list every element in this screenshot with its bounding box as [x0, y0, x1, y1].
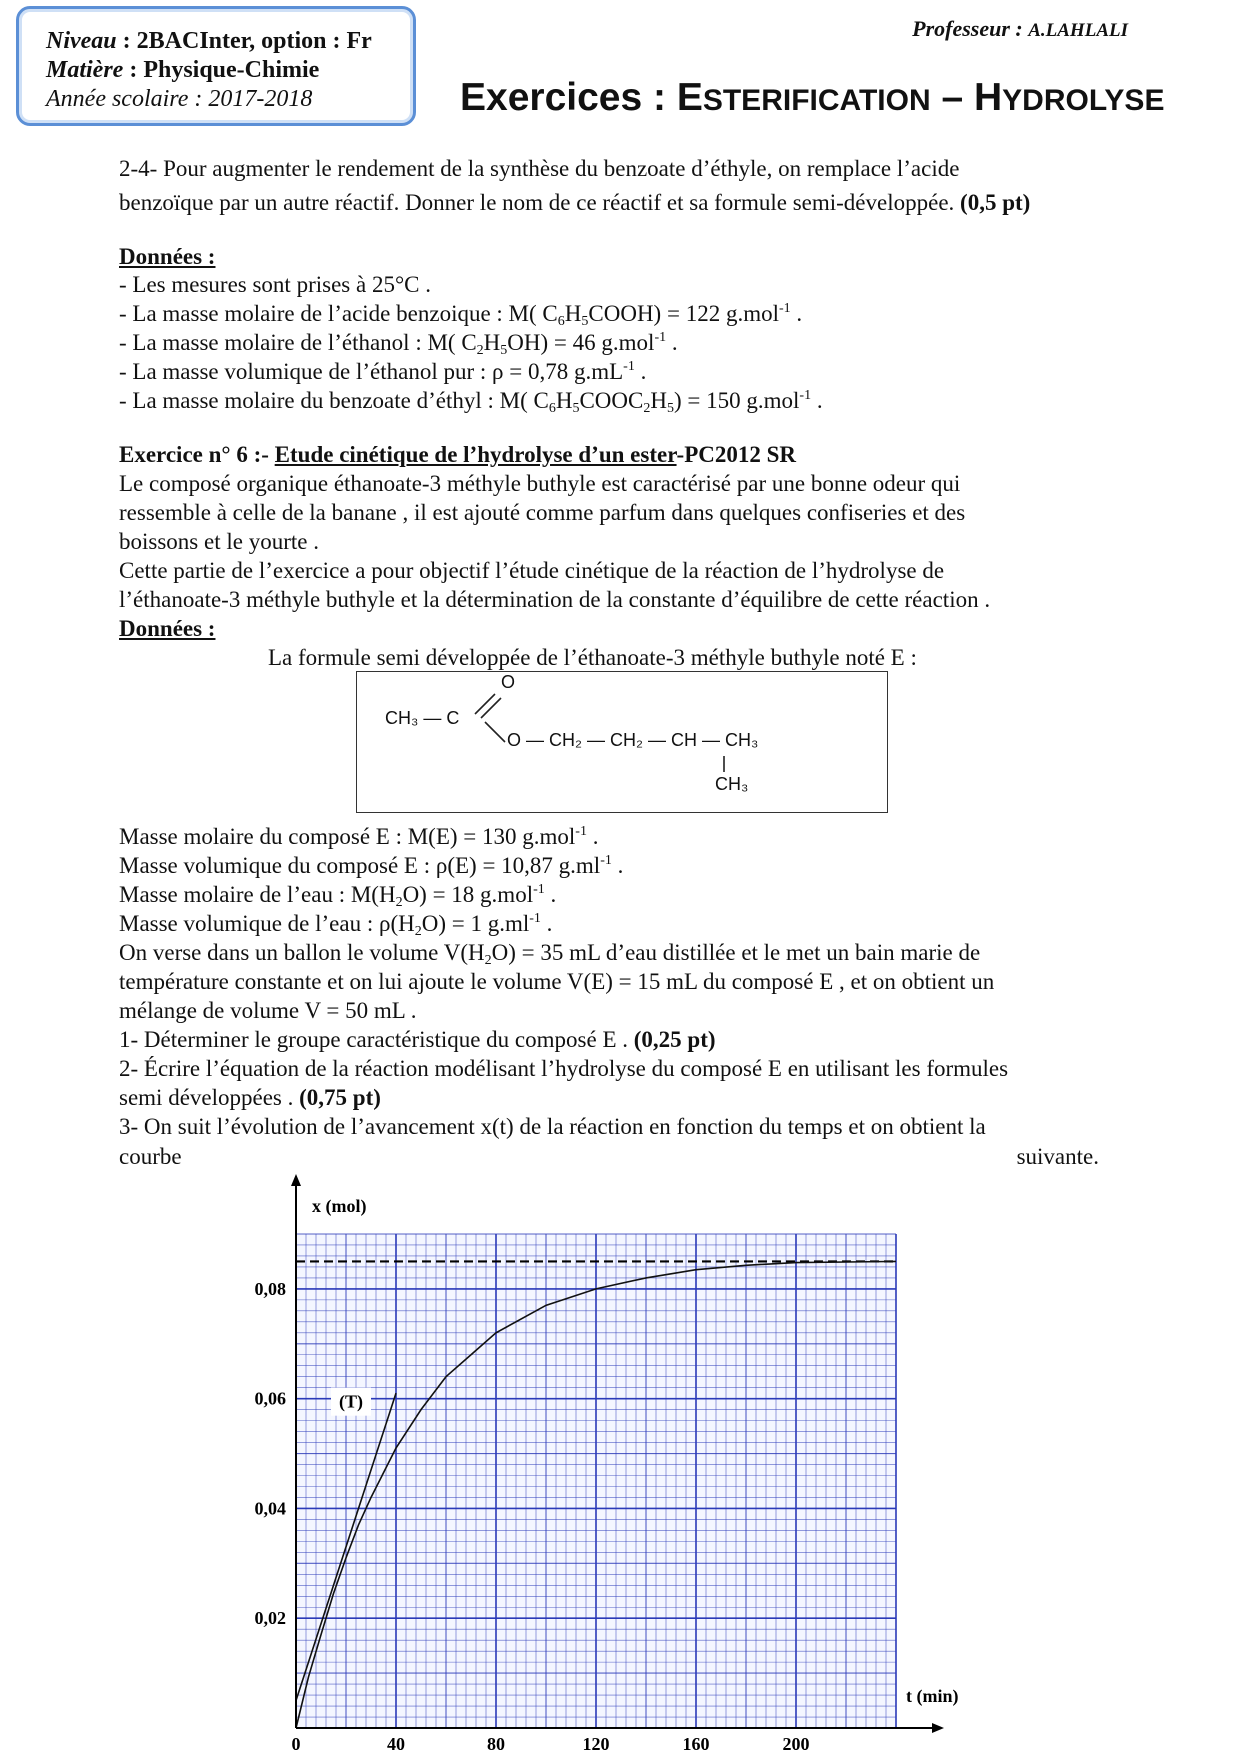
q24-points: (0,5 pt): [960, 190, 1031, 215]
donnees2-heading: Données :: [119, 616, 216, 641]
ex6-q3b: [119, 1144, 1099, 1170]
annee-value: : 2017-2018: [188, 86, 313, 112]
d2sup: -1: [600, 853, 612, 868]
d1l2a: - La masse molaire de l’acide benzoique : M( C: [119, 301, 558, 326]
q24-line2-text: benzoïque par un autre réactif. Donner le nom de ce réactif et sa formule semi-développée.: [119, 190, 961, 215]
d1l2d: .: [790, 301, 803, 326]
d1l2s2: 5: [581, 314, 589, 329]
donnees1-l2: [119, 299, 802, 328]
m1a: On verse dans un ballon le volume V(H: [119, 940, 485, 965]
y-tick-label: 0,04: [254, 1498, 286, 1519]
ex6-d3: [119, 880, 556, 909]
ex6-p2: ressemble à celle de la banane , il est ajouté comme parfum dans quelques confiseries et des: [119, 500, 966, 525]
d2b: .: [611, 853, 624, 878]
title-e: E: [676, 76, 703, 119]
tangent-label: (T): [339, 1391, 363, 1412]
d1sup: -1: [575, 824, 587, 839]
d1l5g: .: [811, 388, 823, 413]
d1l2b: H: [564, 301, 582, 326]
d4sub: 2: [414, 924, 422, 939]
d1l4d: .: [634, 359, 647, 384]
ex6-q2a: 2- Écrire l’équation de la réaction modélisant l’hydrolyse du composé E en utilisant les formules: [119, 1056, 1009, 1081]
d1l5s3: 2: [643, 401, 651, 416]
d1l2s1: 6: [557, 314, 565, 329]
niveau-value: : 2BACInter, option : Fr: [116, 28, 372, 54]
q3b2: suivante.: [1016, 1144, 1099, 1169]
d1l5c: COOC: [579, 388, 644, 413]
q3b1: courbe: [119, 1144, 182, 1169]
d1l3s2: 5: [500, 343, 508, 358]
title-h: H: [974, 76, 1003, 119]
d4b: O) = 1 g.ml: [421, 911, 530, 936]
y-tick-label: 0,08: [254, 1278, 286, 1299]
q24-line1: 2-4- Pour augmenter le rendement de la synthèse du benzoate d’éthyle, on remplace l’acide: [119, 156, 960, 181]
x-tick-label: 40: [387, 1734, 405, 1754]
professeur: [912, 16, 1128, 42]
d1l5s1: 6: [548, 401, 556, 416]
niveau-line: [46, 28, 372, 55]
ex6-q1: [119, 1025, 716, 1054]
d2a: Masse volumique du composé E : ρ(E) = 10,87 g.ml: [119, 853, 601, 878]
annee-label: Année scolaire: [46, 86, 189, 112]
x-tick-label: 200: [782, 1734, 810, 1754]
q2pts: (0,75 pt): [299, 1085, 381, 1110]
q1a: 1- Déterminer le groupe caractéristique du composé E .: [119, 1027, 634, 1052]
d1l5f: ) = 150 g.mol: [674, 388, 800, 413]
d1l3sup: -1: [654, 330, 667, 345]
x-axis-label: t (min): [906, 1686, 959, 1706]
d3sub: 2: [395, 895, 403, 910]
d4a: Masse volumique de l’eau : ρ(H: [119, 911, 415, 936]
ex6-m3: mélange de volume V = 50 mL .: [119, 998, 417, 1023]
ex6-d2: [119, 851, 623, 880]
d1l5e: H: [650, 388, 667, 413]
ex6-p1: Le composé organique éthanoate-3 méthyle buthyle est caractérisé par une bonne odeur qui: [119, 471, 961, 496]
formula-o-top: O: [501, 672, 516, 692]
donnees1-l5: [119, 386, 823, 415]
matiere-line: [46, 57, 319, 84]
q2b: semi développées .: [119, 1085, 300, 1110]
annee-line: [46, 86, 312, 113]
ex6-title: [119, 440, 796, 469]
d1l3a: - La masse molaire de l’éthanol : M( C: [119, 330, 477, 355]
d1b: .: [586, 824, 599, 849]
d4sup: -1: [529, 911, 541, 926]
d3a: Masse molaire de l’eau : M(H: [119, 882, 396, 907]
ex6-title-a: Exercice n° 6 :-: [119, 442, 275, 467]
d1l5sup: -1: [799, 388, 812, 403]
d1l3b: H: [483, 330, 501, 355]
d1l3c: OH) = 46 g.mol: [507, 330, 655, 355]
d1l4a: - La masse volumique de l’éthanol pur : ρ = 0,78 g.mL: [119, 359, 624, 384]
ex6-q3a: 3- On suit l’évolution de l’avancement x(t) de la réaction en fonction du temps et on obtient la: [119, 1114, 986, 1139]
d3b: O) = 18 g.mol: [402, 882, 534, 907]
ex6-p3: boissons et le yourte .: [119, 529, 319, 554]
x-tick-label: 160: [682, 1734, 710, 1754]
donnees1-heading: Données :: [119, 244, 216, 269]
ex6-d1: [119, 822, 598, 851]
matiere-label: Matière: [46, 57, 124, 83]
d1l5s4: 5: [667, 401, 674, 416]
ex6-q2b: [119, 1083, 381, 1112]
page-title: [460, 76, 1164, 120]
d1l3d: .: [666, 330, 678, 355]
d4c: .: [540, 911, 553, 936]
title-dash: –: [930, 76, 974, 119]
x-tick-label: 120: [582, 1734, 610, 1754]
professeur-label: Professeur :: [912, 16, 1029, 41]
ex6-p5: l’éthanoate-3 méthyle buthyle et la détermination de la constante d’équilibre de cette réaction .: [119, 587, 991, 612]
y-axis-arrow: [291, 1174, 301, 1186]
d1l4sup: -1: [623, 359, 635, 374]
ex6-m2: température constante et on lui ajoute le volume V(E) = 15 mL du composé E , et on obtient un: [119, 969, 995, 994]
title-main: Exercices :: [460, 76, 677, 119]
d1l5a: - La masse molaire du benzoate d’éthyl : M( C: [119, 388, 549, 413]
formula-chain: O — CH₂ — CH₂ — CH — CH₃: [507, 730, 759, 750]
ex6-m1: [119, 938, 980, 967]
donnees1-l4: [119, 357, 646, 386]
d1l3s1: 2: [476, 343, 484, 358]
structural-formula: [356, 671, 888, 813]
formula-branch: CH₃: [715, 774, 749, 794]
m1b: O) = 35 mL d’eau distillée et le met un bain marie de: [491, 940, 981, 965]
formula-ch3-left: CH₃ — C: [385, 708, 460, 728]
donnees1-l3: [119, 328, 678, 357]
donnees1-l1: - Les mesures sont prises à 25°C .: [119, 272, 431, 297]
professeur-name: A.LAHLALI: [1028, 20, 1128, 41]
d1a: Masse molaire du composé E : M(E) = 130 g.mol: [119, 824, 576, 849]
d1l2c: COOH) = 122 g.mol: [588, 301, 779, 326]
d1l5b: H: [555, 388, 573, 413]
d3c: .: [544, 882, 557, 907]
y-tick-label: 0,02: [254, 1608, 286, 1629]
title-sterif: STERIFICATION: [702, 84, 931, 117]
ex6-title-b: Etude cinétique de l’hydrolyse d’un ester: [274, 442, 677, 467]
x-tick-label: 0: [291, 1734, 301, 1754]
q24-line2: [119, 188, 1030, 217]
x-tick-label: 80: [487, 1734, 505, 1754]
niveau-label: Niveau: [46, 28, 117, 54]
ex6-title-c: -PC2012 SR: [676, 442, 797, 467]
d1l5s2: 5: [572, 401, 580, 416]
y-axis-label: x (mol): [312, 1196, 367, 1216]
grid: [296, 1234, 896, 1728]
d3sup: -1: [533, 882, 545, 897]
formula-caption: La formule semi développée de l’éthanoate-3 méthyle buthyle noté E :: [268, 645, 917, 670]
y-tick-label: 0,06: [254, 1388, 286, 1409]
title-ydro: YDROLYSE: [1002, 84, 1165, 117]
x-axis-arrow: [932, 1723, 944, 1733]
chart: [0, 1170, 1240, 1754]
m1sub: 2: [484, 953, 492, 968]
d1l2sup: -1: [778, 301, 791, 316]
matiere-value: : Physique-Chimie: [123, 57, 320, 83]
q1pts: (0,25 pt): [633, 1027, 716, 1052]
ex6-p4: Cette partie de l’exercice a pour objectif l’étude cinétique de la réaction de l’hydrolyse de: [119, 558, 945, 583]
ex6-d4: [119, 909, 552, 938]
